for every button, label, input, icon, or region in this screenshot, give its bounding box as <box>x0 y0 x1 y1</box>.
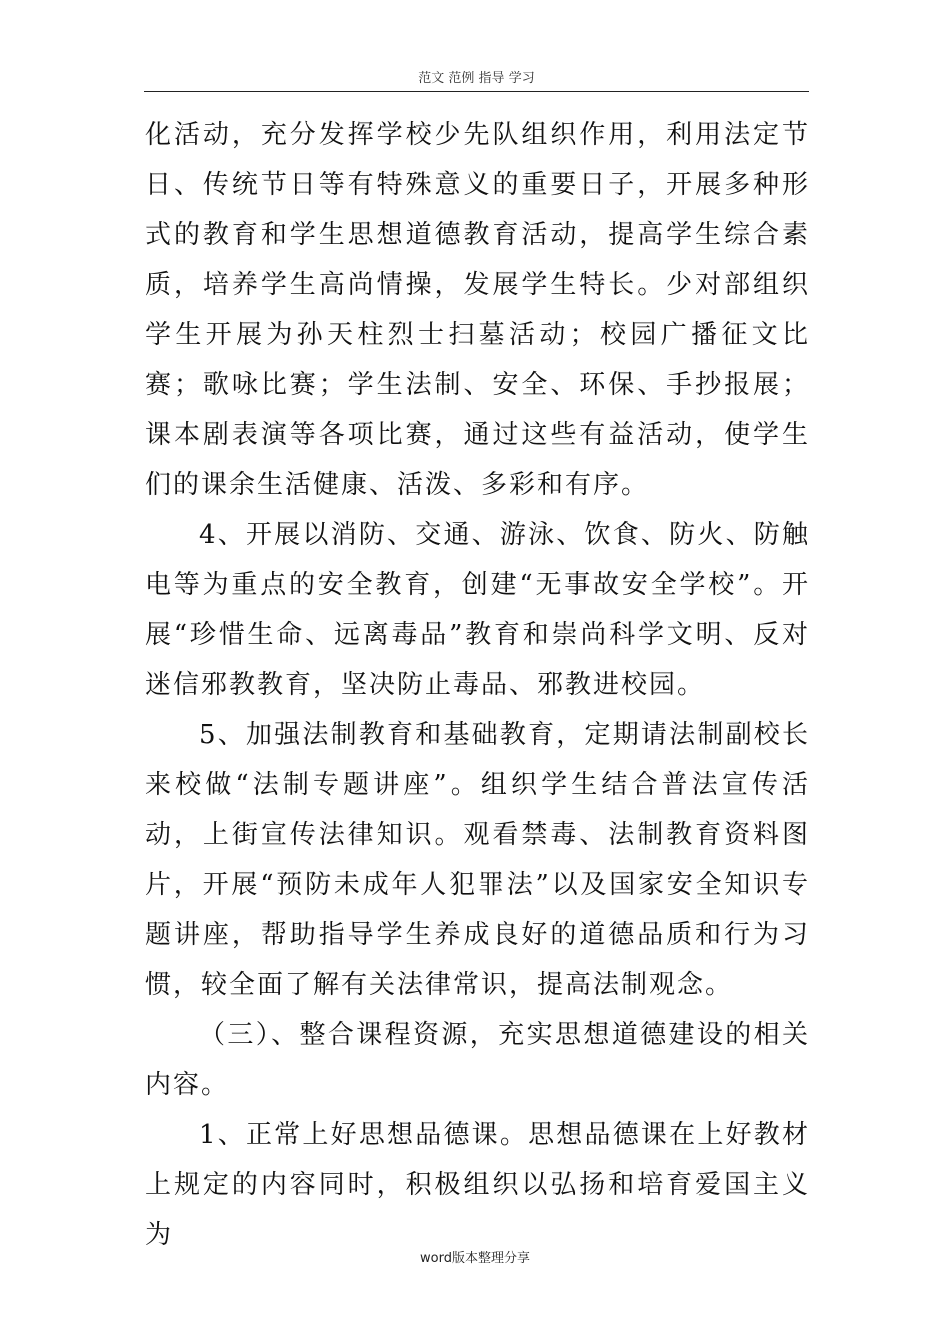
header-divider <box>144 91 809 92</box>
paragraph-item-4: 4、开展以消防、交通、游泳、饮食、防火、防触电等为重点的安全教育，创建“无事故安全学校”。开展“珍惜生命、远离毒品”教育和崇尚科学文明、反对迷信邪教教育，坚决防止毒品、邪教进校园。 <box>145 520 810 700</box>
paragraph-continuation: 化活动，充分发挥学校少先队组织作用，利用法定节日、传统节日等有特殊意义的重要日子，开展多种形式的教育和学生思想道德教育活动，提高学生综合素质，培养学生高尚情操，发展学生特长。少对部组织学生开展为孙天柱烈士扫墓活动；校园广播征文比赛；歌咏比赛；学生法制、安全、环保、手抄报展；课本剧表演等各项比赛，通过这些有益活动，使学生们的课余生活健康、活泼、多彩和有序。 <box>145 120 810 500</box>
document-body <box>145 110 810 1260</box>
section-heading-3: （三）、整合课程资源，充实思想道德建设的相关内容。 <box>145 1020 810 1100</box>
paragraph-item-1: 1、正常上好思想品德课。思想品德课在上好教材上规定的内容同时，积极组织以弘扬和培育爱国主义为 <box>145 1120 810 1250</box>
page-footer: word版本整理分享 <box>420 1251 530 1266</box>
paragraph-item-5: 5、加强法制教育和基础教育，定期请法制副校长来校做“法制专题讲座”。组织学生结合普法宣传活动，上街宣传法律知识。观看禁毒、法制教育资料图片，开展“预防未成年人犯罪法”以及国家安全知识专题讲座，帮助指导学生养成良好的道德品质和行为习惯，较全面了解有关法律常识，提高法制观念。 <box>145 720 810 1000</box>
page-header: 范文 范例 指导 学习 <box>418 71 535 86</box>
